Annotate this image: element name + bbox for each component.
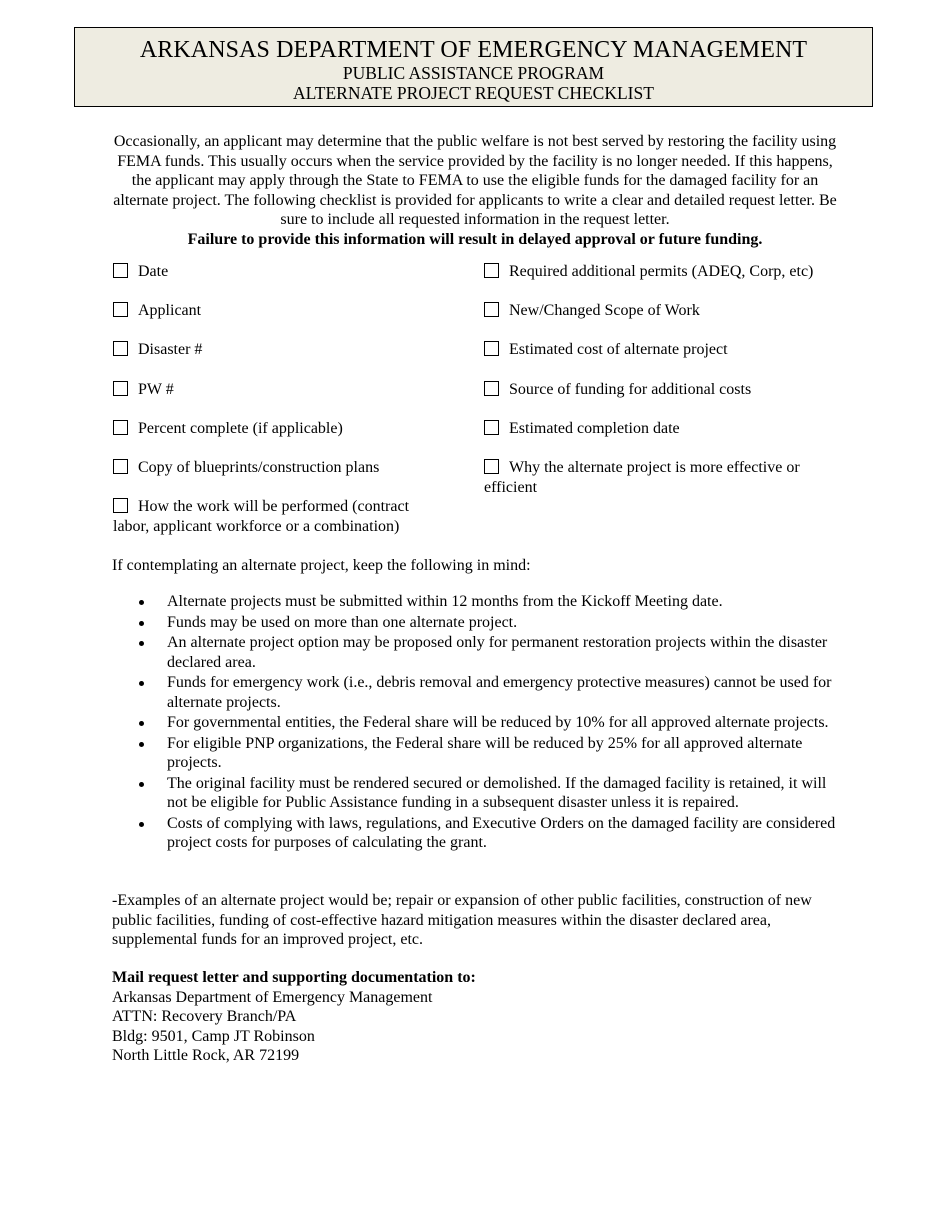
checklist-item-completion-date[interactable]: [484, 419, 844, 439]
checklist-item-applicant[interactable]: [113, 301, 473, 321]
intro-section: [113, 132, 837, 249]
checklist-item-percent-complete[interactable]: [113, 419, 473, 439]
checklist-label: New/Changed Scope of Work: [509, 302, 700, 319]
bullet-icon: [139, 782, 144, 787]
checklist-item-date[interactable]: [113, 262, 473, 282]
checklist-label: PW #: [138, 381, 174, 398]
checklist-label: Date: [138, 263, 169, 280]
address-line: Arkansas Department of Emergency Management: [112, 988, 433, 1006]
checkbox[interactable]: [113, 498, 128, 513]
checklist-label: How the work will be performed (contract labor, applicant workforce or a combination): [113, 498, 410, 535]
list-item: The original facility must be rendered secured or demolished. If the damaged facility is retained, it will not be eligible for Public Assistance funding in a subsequent disaster unless it is repaired.: [167, 774, 842, 813]
intro-paragraph: Occasionally, an applicant may determine that the public welfare is not best served by restoring the facility using FEMA funds. This usually occurs when the service provided by the facility is no longer needed. If this happens, the applicant may apply through the State to FEMA to use the eligible funds for the damaged facility for an alternate project. The following checklist is provided for applicants to write a clear and detailed request letter. Be sure to include all requested information in the request letter.: [113, 133, 837, 228]
checklist-label: Why the alternate project is more effective or efficient: [484, 459, 800, 496]
checkbox[interactable]: [113, 341, 128, 356]
address-line: North Little Rock, AR 72199: [112, 1047, 300, 1064]
checklist-label: Source of funding for additional costs: [509, 381, 752, 398]
checklist-item-funding-source[interactable]: [484, 380, 844, 400]
program-name: PUBLIC ASSISTANCE PROGRAM: [342, 63, 605, 83]
guidance-lead: If contemplating an alternate project, keep the following in mind:: [112, 557, 531, 574]
list-item: For eligible PNP organizations, the Federal share will be reduced by 25% for all approved alternate projects.: [167, 734, 842, 773]
checkbox[interactable]: [484, 302, 499, 317]
checkbox[interactable]: [484, 263, 499, 278]
checkbox[interactable]: [484, 459, 499, 474]
bullet-icon: [139, 681, 144, 686]
checklist-item-work-performed[interactable]: [113, 497, 448, 536]
address-line: Bldg: 9501, Camp JT Robinson: [112, 1027, 315, 1045]
checklist-label: Copy of blueprints/construction plans: [138, 459, 380, 476]
intro-warning: Failure to provide this information will result in delayed approval or future funding.: [187, 230, 763, 248]
checklist-label: Percent complete (if applicable): [138, 420, 343, 437]
checklist-item-permits[interactable]: [484, 262, 854, 282]
list-item: An alternate project option may be proposed only for permanent restoration projects within the disaster declared area.: [167, 633, 842, 672]
bullet-icon: [139, 721, 144, 726]
bullet-icon: [139, 621, 144, 626]
guidance-list: [112, 592, 842, 854]
bullet-icon: [139, 822, 144, 827]
checkbox[interactable]: [113, 302, 128, 317]
list-item: For governmental entities, the Federal share will be reduced by 10% for all approved alternate projects.: [167, 713, 842, 733]
checklist-item-disaster-number[interactable]: [113, 340, 473, 360]
checklist-item-pw-number[interactable]: [113, 380, 473, 400]
checklist-item-scope-of-work[interactable]: [484, 301, 844, 321]
header-box: [74, 27, 873, 107]
address-line: ATTN: Recovery Branch/PA: [112, 1008, 297, 1025]
examples-paragraph: -Examples of an alternate project would be; repair or expansion of other public facilities, construction of new public facilities, funding of cost-effective hazard mitigation measures within the disaster declared area, supplemental funds for an improved project, etc.: [112, 892, 812, 948]
bullet-icon: [139, 742, 144, 747]
checkbox[interactable]: [113, 459, 128, 474]
checkbox[interactable]: [113, 263, 128, 278]
document-title: ARKANSAS DEPARTMENT OF EMERGENCY MANAGEMENT: [139, 37, 808, 63]
checklist-label: Disaster #: [138, 341, 203, 358]
checklist-item-estimated-cost[interactable]: [484, 340, 844, 360]
checkbox[interactable]: [484, 381, 499, 396]
checkbox[interactable]: [484, 420, 499, 435]
list-item: Funds may be used on more than one alternate project.: [167, 613, 842, 633]
checklist-label: Required additional permits (ADEQ, Corp, etc): [509, 263, 814, 280]
checklist-item-effectiveness[interactable]: [484, 458, 834, 497]
list-item: Funds for emergency work (i.e., debris removal and emergency protective measures) cannot be used for alternate projects.: [167, 673, 842, 712]
checkbox[interactable]: [113, 420, 128, 435]
checklist-title: ALTERNATE PROJECT REQUEST CHECKLIST: [293, 83, 654, 103]
checkbox[interactable]: [484, 341, 499, 356]
checklist-label: Applicant: [138, 302, 202, 319]
list-item: Costs of complying with laws, regulations, and Executive Orders on the damaged facility are considered project costs for purposes of calculating the grant.: [167, 814, 842, 853]
mailing-address: [112, 968, 612, 1066]
checkbox[interactable]: [113, 381, 128, 396]
bullet-icon: [139, 600, 144, 605]
checklist-label: Estimated cost of alternate project: [509, 341, 728, 358]
checklist-item-blueprints[interactable]: [113, 458, 473, 478]
mail-heading: Mail request letter and supporting documentation to:: [112, 969, 476, 986]
checklist-label: Estimated completion date: [509, 420, 680, 437]
bullet-icon: [139, 641, 144, 646]
list-item: Alternate projects must be submitted within 12 months from the Kickoff Meeting date.: [167, 592, 842, 612]
